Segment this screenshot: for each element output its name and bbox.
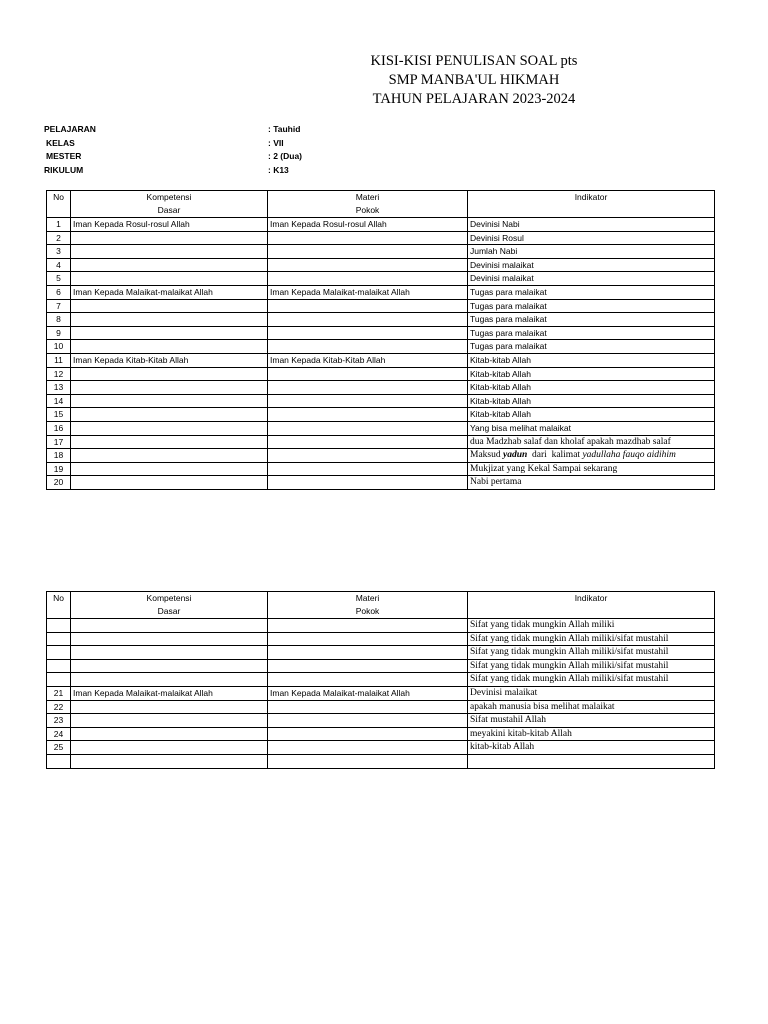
table-row — [47, 381, 715, 395]
col-header-indikator-text: Indikator — [574, 593, 608, 603]
kompetensi-dasar-cell: Iman Kepada Rosul-rosul Allah — [71, 218, 268, 232]
indikator-cell: apakah manusia bisa melihat malaikat — [468, 700, 715, 714]
row-number: 6 — [47, 285, 71, 299]
table-row — [47, 476, 715, 490]
kompetensi-dasar-cell — [71, 476, 268, 490]
kompetensi-dasar-cell — [71, 741, 268, 755]
materi-pokok-cell — [268, 673, 468, 687]
kompetensi-dasar-cell — [71, 659, 268, 673]
col-header-kompetensi — [71, 191, 268, 218]
indikator-cell: dua Madzhab salaf dan kholaf apakah mazdhab salaf — [468, 435, 715, 449]
col-header-kompetensi-line1: Kompetensi — [146, 593, 192, 603]
materi-pokok-cell — [268, 272, 468, 286]
table-row — [47, 619, 715, 633]
indikator-cell: Kitab-kitab Allah — [468, 381, 715, 395]
row-number: 8 — [47, 313, 71, 327]
materi-pokok-cell — [268, 421, 468, 435]
kompetensi-dasar-cell — [71, 408, 268, 422]
table-header-row — [47, 191, 715, 218]
kompetensi-dasar-cell — [71, 619, 268, 633]
table-body — [47, 619, 715, 769]
materi-pokok-cell — [268, 394, 468, 408]
indikator-cell: Sifat yang tidak mungkin Allah miliki/sifat mustahil — [468, 632, 715, 646]
row-number: 23 — [47, 714, 71, 728]
kompetensi-dasar-cell — [71, 714, 268, 728]
kompetensi-dasar-cell: Iman Kepada Malaikat-malaikat Allah — [71, 686, 268, 700]
col-header-no-text: No — [53, 593, 64, 603]
indikator-cell — [468, 754, 715, 768]
materi-pokok-cell — [268, 408, 468, 422]
row-number: 22 — [47, 700, 71, 714]
table-row — [47, 421, 715, 435]
kompetensi-dasar-cell — [71, 632, 268, 646]
kompetensi-dasar-cell — [71, 381, 268, 395]
indikator-cell: Tugas para malaikat — [468, 285, 715, 299]
table-row — [47, 258, 715, 272]
materi-pokok-cell — [268, 231, 468, 245]
materi-pokok-cell — [268, 449, 468, 463]
row-number: 21 — [47, 686, 71, 700]
materi-pokok-cell — [268, 741, 468, 755]
materi-pokok-cell — [268, 340, 468, 354]
col-header-kompetensi-line2: Dasar — [157, 606, 181, 616]
row-number: 4 — [47, 258, 71, 272]
indikator-cell: Sifat yang tidak mungkin Allah miliki — [468, 619, 715, 633]
table-row — [47, 272, 715, 286]
row-number: 25 — [47, 741, 71, 755]
materi-pokok-cell — [268, 313, 468, 327]
indikator-cell: Tugas para malaikat — [468, 340, 715, 354]
materi-pokok-cell — [268, 714, 468, 728]
table-row — [47, 449, 715, 463]
table-row — [47, 394, 715, 408]
table-body — [47, 218, 715, 490]
row-number — [47, 673, 71, 687]
table-row — [47, 408, 715, 422]
school-name: SMP MANBA'UL HIKMAH — [388, 72, 560, 88]
meta-value: : 2 (Dua) — [268, 151, 302, 161]
row-number: 2 — [47, 231, 71, 245]
row-number: 15 — [47, 408, 71, 422]
indikator-cell: Kitab-kitab Allah — [468, 394, 715, 408]
materi-pokok-cell — [268, 727, 468, 741]
table-row — [47, 231, 715, 245]
meta-label: KELAS — [46, 137, 75, 148]
kompetensi-dasar-cell — [71, 231, 268, 245]
meta-row-semester — [0, 149, 400, 163]
materi-pokok-cell — [268, 435, 468, 449]
col-header-materi-line1: Materi — [355, 192, 380, 202]
materi-pokok-cell — [268, 659, 468, 673]
kompetensi-dasar-cell — [71, 673, 268, 687]
academic-year: TAHUN PELAJARAN 2023-2024 — [372, 91, 576, 107]
indikator-text: dari kalimat — [527, 450, 583, 461]
row-number — [47, 632, 71, 646]
materi-pokok-cell: Iman Kepada Malaikat-malaikat Allah — [268, 686, 468, 700]
indikator-cell: Devinisi malaikat — [468, 258, 715, 272]
kompetensi-dasar-cell — [71, 326, 268, 340]
indikator-cell: Yang bisa melihat malaikat — [468, 421, 715, 435]
kompetensi-dasar-cell — [71, 272, 268, 286]
table-row — [47, 686, 715, 700]
table-row — [47, 326, 715, 340]
indikator-cell: Devinisi malaikat — [468, 272, 715, 286]
indikator-cell: Sifat yang tidak mungkin Allah miliki/sifat mustahil — [468, 646, 715, 660]
col-header-indikator — [468, 592, 715, 619]
col-header-no — [47, 592, 71, 619]
kompetensi-dasar-cell: Iman Kepada Malaikat-malaikat Allah — [71, 285, 268, 299]
indikator-cell: Mukjizat yang Kekal Sampai sekarang — [468, 462, 715, 476]
row-number: 12 — [47, 367, 71, 381]
materi-pokok-cell — [268, 754, 468, 768]
kompetensi-dasar-cell — [71, 340, 268, 354]
row-number: 17 — [47, 435, 71, 449]
meta-info — [0, 122, 400, 178]
kompetensi-dasar-cell — [71, 700, 268, 714]
kompetensi-dasar-cell — [71, 462, 268, 476]
row-number: 9 — [47, 326, 71, 340]
table-row — [47, 727, 715, 741]
table-row — [47, 245, 715, 259]
table-row — [47, 714, 715, 728]
indikator-cell: kitab-kitab Allah — [468, 741, 715, 755]
materi-pokok-cell — [268, 381, 468, 395]
row-number — [47, 646, 71, 660]
row-number: 10 — [47, 340, 71, 354]
table-row — [47, 462, 715, 476]
table-row — [47, 632, 715, 646]
meta-label: MESTER — [46, 151, 82, 161]
col-header-materi-line2: Pokok — [355, 606, 380, 616]
row-number: 13 — [47, 381, 71, 395]
indikator-cell: meyakini kitab-kitab Allah — [468, 727, 715, 741]
kompetensi-dasar-cell — [71, 754, 268, 768]
materi-pokok-cell: Iman Kepada Rosul-rosul Allah — [268, 218, 468, 232]
row-number — [47, 754, 71, 768]
indikator-cell: Devinisi Rosul — [468, 231, 715, 245]
kompetensi-dasar-cell — [71, 367, 268, 381]
kompetensi-dasar-cell — [71, 313, 268, 327]
col-header-materi-line1: Materi — [355, 593, 380, 603]
indikator-cell: Nabi pertama — [468, 476, 715, 490]
meta-label: PELAJARAN — [44, 124, 96, 134]
row-number: 7 — [47, 299, 71, 313]
col-header-materi — [268, 592, 468, 619]
table-row — [47, 340, 715, 354]
row-number — [47, 659, 71, 673]
materi-pokok-cell — [268, 367, 468, 381]
meta-value: : VII — [268, 137, 284, 148]
meta-label: RIKULUM — [44, 164, 84, 175]
row-number: 11 — [47, 353, 71, 367]
indikator-cell: Sifat yang tidak mungkin Allah miliki/sifat mustahil — [468, 659, 715, 673]
indikator-cell: Sifat yang tidak mungkin Allah miliki/sifat mustahil — [468, 673, 715, 687]
meta-row-pelajaran — [0, 122, 400, 136]
indikator-cell: Kitab-kitab Allah — [468, 367, 715, 381]
kompetensi-dasar-cell — [71, 727, 268, 741]
indikator-cell: Tugas para malaikat — [468, 326, 715, 340]
table-row — [47, 659, 715, 673]
col-header-indikator-text: Indikator — [574, 192, 608, 202]
materi-pokok-cell — [268, 632, 468, 646]
table-row — [47, 285, 715, 299]
table-row — [47, 299, 715, 313]
kompetensi-dasar-cell: Iman Kepada Kitab-Kitab Allah — [71, 353, 268, 367]
row-number: 1 — [47, 218, 71, 232]
indikator-cell: Kitab-kitab Allah — [468, 408, 715, 422]
meta-value: : Tauhid — [268, 124, 301, 134]
indikator-cell: Sifat mustahil Allah — [468, 714, 715, 728]
col-header-no-text: No — [53, 192, 64, 202]
meta-row-kelas — [0, 136, 400, 150]
table-row — [47, 646, 715, 660]
indikator-text: Maksud — [470, 450, 503, 461]
col-header-materi-line2: Pokok — [355, 205, 380, 215]
col-header-no — [47, 191, 71, 218]
kompetensi-dasar-cell — [71, 245, 268, 259]
indikator-cell — [468, 449, 715, 463]
materi-pokok-cell — [268, 462, 468, 476]
row-number: 18 — [47, 449, 71, 463]
kisi-table-1 — [46, 190, 715, 490]
document-title: KISI-KISI PENULISAN SOAL pts — [370, 53, 578, 69]
indikator-cell: Tugas para malaikat — [468, 299, 715, 313]
kompetensi-dasar-cell — [71, 394, 268, 408]
col-header-indikator — [468, 191, 715, 218]
kompetensi-dasar-cell — [71, 435, 268, 449]
indikator-cell: Devinisi malaikat — [468, 686, 715, 700]
table-row — [47, 741, 715, 755]
materi-pokok-cell: Iman Kepada Malaikat-malaikat Allah — [268, 285, 468, 299]
kompetensi-dasar-cell — [71, 449, 268, 463]
indikator-cell: Devinisi Nabi — [468, 218, 715, 232]
meta-value: : K13 — [268, 164, 289, 175]
row-number: 19 — [47, 462, 71, 476]
row-number: 3 — [47, 245, 71, 259]
table-row — [47, 435, 715, 449]
table-row — [47, 353, 715, 367]
table-row — [47, 754, 715, 768]
table-row — [47, 673, 715, 687]
kompetensi-dasar-cell — [71, 421, 268, 435]
materi-pokok-cell — [268, 326, 468, 340]
table-row — [47, 700, 715, 714]
row-number: 20 — [47, 476, 71, 490]
materi-pokok-cell — [268, 476, 468, 490]
table-row — [47, 367, 715, 381]
col-header-kompetensi-line1: Kompetensi — [146, 192, 192, 202]
row-number — [47, 619, 71, 633]
meta-row-kurikulum — [0, 163, 400, 177]
indikator-cell: Jumlah Nabi — [468, 245, 715, 259]
table-row — [47, 218, 715, 232]
indikator-emphasis: yadun — [503, 450, 528, 461]
col-header-kompetensi — [71, 592, 268, 619]
indikator-cell: Kitab-kitab Allah — [468, 353, 715, 367]
table-row — [47, 313, 715, 327]
materi-pokok-cell — [268, 258, 468, 272]
kompetensi-dasar-cell — [71, 299, 268, 313]
table-header-row — [47, 592, 715, 619]
indikator-cell: Tugas para malaikat — [468, 313, 715, 327]
materi-pokok-cell — [268, 646, 468, 660]
row-number: 24 — [47, 727, 71, 741]
kisi-table-2 — [46, 591, 715, 769]
indikator-arabic-phrase: yadullaha fauqo aidihim — [582, 450, 676, 461]
kompetensi-dasar-cell — [71, 258, 268, 272]
materi-pokok-cell — [268, 700, 468, 714]
materi-pokok-cell — [268, 245, 468, 259]
row-number: 14 — [47, 394, 71, 408]
materi-pokok-cell — [268, 299, 468, 313]
materi-pokok-cell — [268, 619, 468, 633]
row-number: 5 — [47, 272, 71, 286]
materi-pokok-cell: Iman Kepada Kitab-Kitab Allah — [268, 353, 468, 367]
col-header-materi — [268, 191, 468, 218]
row-number: 16 — [47, 421, 71, 435]
col-header-kompetensi-line2: Dasar — [157, 205, 181, 215]
kompetensi-dasar-cell — [71, 646, 268, 660]
